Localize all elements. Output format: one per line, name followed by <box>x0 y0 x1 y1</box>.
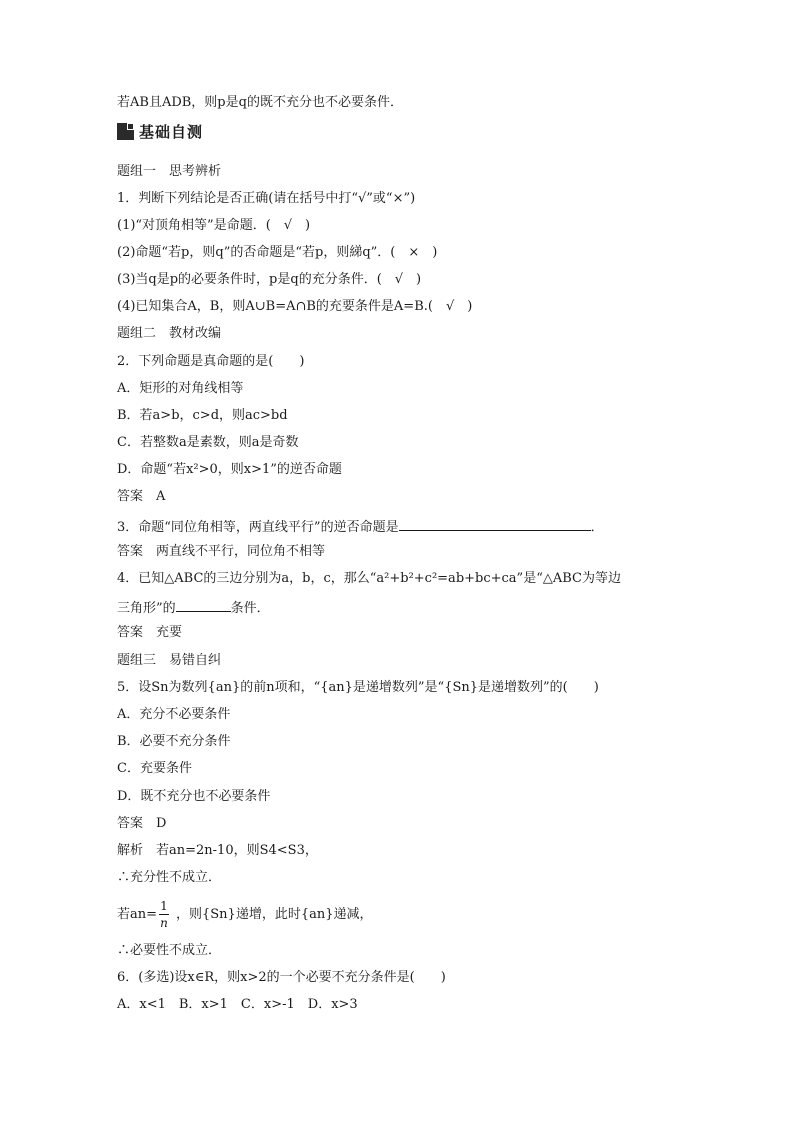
q1-stem: 1．判断下列结论是否正确(请在括号中打“√”或“×”) <box>117 191 416 206</box>
q5-option-a: A．充分不必要条件 <box>117 707 231 722</box>
q3-stem-before: 3．命题“同位角相等，两直线平行”的逆否命题是 <box>117 520 399 535</box>
q1-item-1: (1)“对顶角相等”是命题．( √ ) <box>117 218 311 233</box>
intro-line: 若AB且ADB，则p是q的既不充分也不必要条件． <box>117 95 403 110</box>
q1-item-2: (2)命题“若p，则q”的否命题是“若p，则綈q”．( × ) <box>117 245 438 260</box>
q4-answer: 答案 充要 <box>117 625 183 640</box>
q2-option-a: A．矩形的对角线相等 <box>117 381 244 396</box>
q5-analysis-frac-before: 若an= <box>117 907 158 922</box>
q5-option-b: B．必要不充分条件 <box>117 734 231 749</box>
q3-answer: 答案 两直线不平行，同位角不相等 <box>117 544 326 559</box>
q4-line-2-after: 条件． <box>230 601 270 616</box>
q4-line-1: 4．已知△ABC的三边分别为a，b，c，那么“a²+b²+c²=ab+bc+ca”是“△ABC为等边 <box>117 571 621 586</box>
q2-stem: 2．下列命题是真命题的是( ) <box>117 354 305 369</box>
q4-line-2-before: 三角形”的 <box>117 601 176 616</box>
q5-fraction-numerator: 1 <box>160 899 168 913</box>
q1-item-3: (3)当q是p的必要条件时，p是q的充分条件．( √ ) <box>117 272 422 287</box>
q5-fraction-denominator: n <box>160 916 168 930</box>
group-3-title: 题组三 易错自纠 <box>117 653 222 668</box>
section-square-icon <box>117 123 134 140</box>
group-2-title: 题组二 教材改编 <box>117 326 222 341</box>
q5-analysis-3: ∴必要性不成立． <box>117 943 222 958</box>
q1-item-4: (4)已知集合A，B，则A∪B=A∩B的充要条件是A=B.( √ ) <box>117 299 473 314</box>
q3-stem-after: ． <box>590 520 604 535</box>
q5-analysis-2: ∴充分性不成立． <box>117 870 222 885</box>
q5-option-c: C．充要条件 <box>117 761 192 776</box>
q5-stem: 5．设Sn为数列{an}的前n项和，“{an}是递增数列”是“{Sn}是递增数列”的( ) <box>117 680 599 695</box>
q5-analysis-1: 解析 若an=2n-10，则S4<S3， <box>117 843 318 858</box>
q3-answer-blank <box>399 516 591 531</box>
q2-option-b: B．若a>b，c>d，则ac>bd <box>117 408 288 423</box>
group-1-title: 题组一 思考辨析 <box>117 164 222 179</box>
q4-line-2 <box>117 597 270 618</box>
q5-fraction <box>159 899 169 930</box>
q6-options: A．x<1 B．x>1 C．x>-1 D．x>3 <box>117 997 358 1012</box>
q3-stem <box>117 516 604 537</box>
q2-option-c: C．若整数a是素数，则a是奇数 <box>117 435 299 450</box>
q6-stem: 6．(多选)设x∈R，则x>2的一个必要不充分条件是( ) <box>117 970 446 985</box>
section-heading <box>117 121 203 141</box>
q4-answer-blank <box>176 597 231 612</box>
q5-answer: 答案 D <box>117 816 167 831</box>
q2-option-d: D．命题“若x²>0，则x>1”的逆否命题 <box>117 462 342 477</box>
q5-analysis-frac-after: ，则{Sn}递增，此时{an}递减， <box>176 907 373 922</box>
q5-option-d: D．既不充分也不必要条件 <box>117 789 271 804</box>
section-heading-text: 基础自测 <box>139 122 204 141</box>
q2-answer: 答案 A <box>117 489 166 504</box>
